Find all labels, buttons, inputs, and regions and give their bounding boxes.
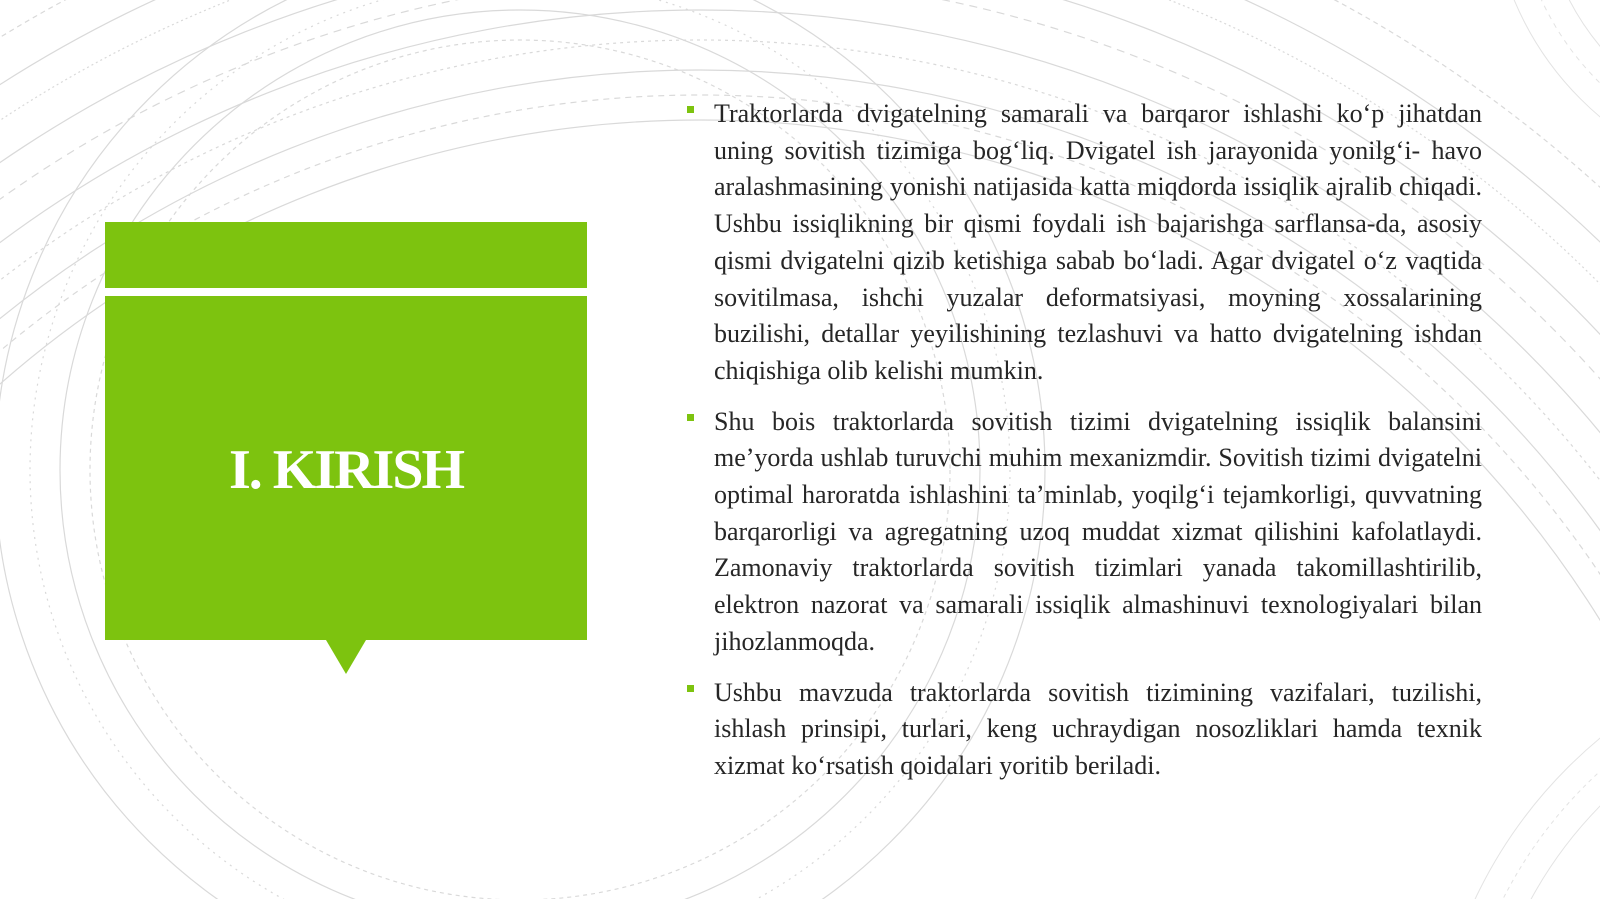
slide-title: I. KIRISH — [228, 439, 464, 501]
bullet-item-1 — [684, 96, 1482, 390]
title-card — [105, 222, 587, 640]
title-box — [105, 296, 587, 640]
callout-pointer — [326, 640, 366, 674]
title-accent-bar — [105, 222, 587, 288]
square-bullet-icon — [687, 106, 694, 113]
bullet-text-3: Ushbu mavzuda traktorlarda sovitish tizimining vazifalari, tuzilishi, ishlash prinsipi, turlari, keng uchraydigan nosozliklari hamda texnik xizmat ko‘rsatish qoidalari yoritib beriladi. — [714, 677, 1482, 780]
bullet-item-2 — [684, 404, 1482, 661]
square-bullet-icon — [687, 685, 694, 692]
square-bullet-icon — [687, 414, 694, 421]
bullet-list — [684, 96, 1482, 799]
bullet-text-1: Traktorlarda dvigatelning samarali va barqaror ishlashi ko‘p jihatdan uning sovitish tizimiga bog‘liq. Dvigatel ish jarayonida yonilg‘i- havo aralashmasining yonishi natijasida katta miqdorda issiqlik ajralib chiqadi. Ushbu issiqlikning bir qismi foydali ish bajarishga sarflansa-da, asosiy qismi dvigatelni qizib ketishiga sabab bo‘ladi. Agar dvigatel o‘z vaqtida sovitilmasa, ishchi yuzalar deformatsiyasi, moyning xossalarining buzilishi, detallar yeyilishining tezlashuvi va hatto dvigatelning ishdan chiqishiga olib kelishi mumkin. — [714, 99, 1482, 385]
bullet-item-3 — [684, 675, 1482, 785]
title-divider — [105, 288, 587, 296]
bullet-text-2: Shu bois traktorlarda sovitish tizimi dvigatelning issiqlik balansini me’yorda ushlab turuvchi muhim mexanizmdir. Sovitish tizimi dvigatelni optimal haroratda ishlashini ta’minlab, yoqilg‘i tejamkorligi, quvvatning barqarorligi va agregatning uzoq muddat xizmat qilishini kafolatlaydi. Zamonaviy traktorlarda sovitish tizimlari yanada takomillashtirilib, elektron nazorat va samarali issiqlik almashinuvi texnologiyalari bilan jihozlanmoqda. — [714, 406, 1482, 656]
